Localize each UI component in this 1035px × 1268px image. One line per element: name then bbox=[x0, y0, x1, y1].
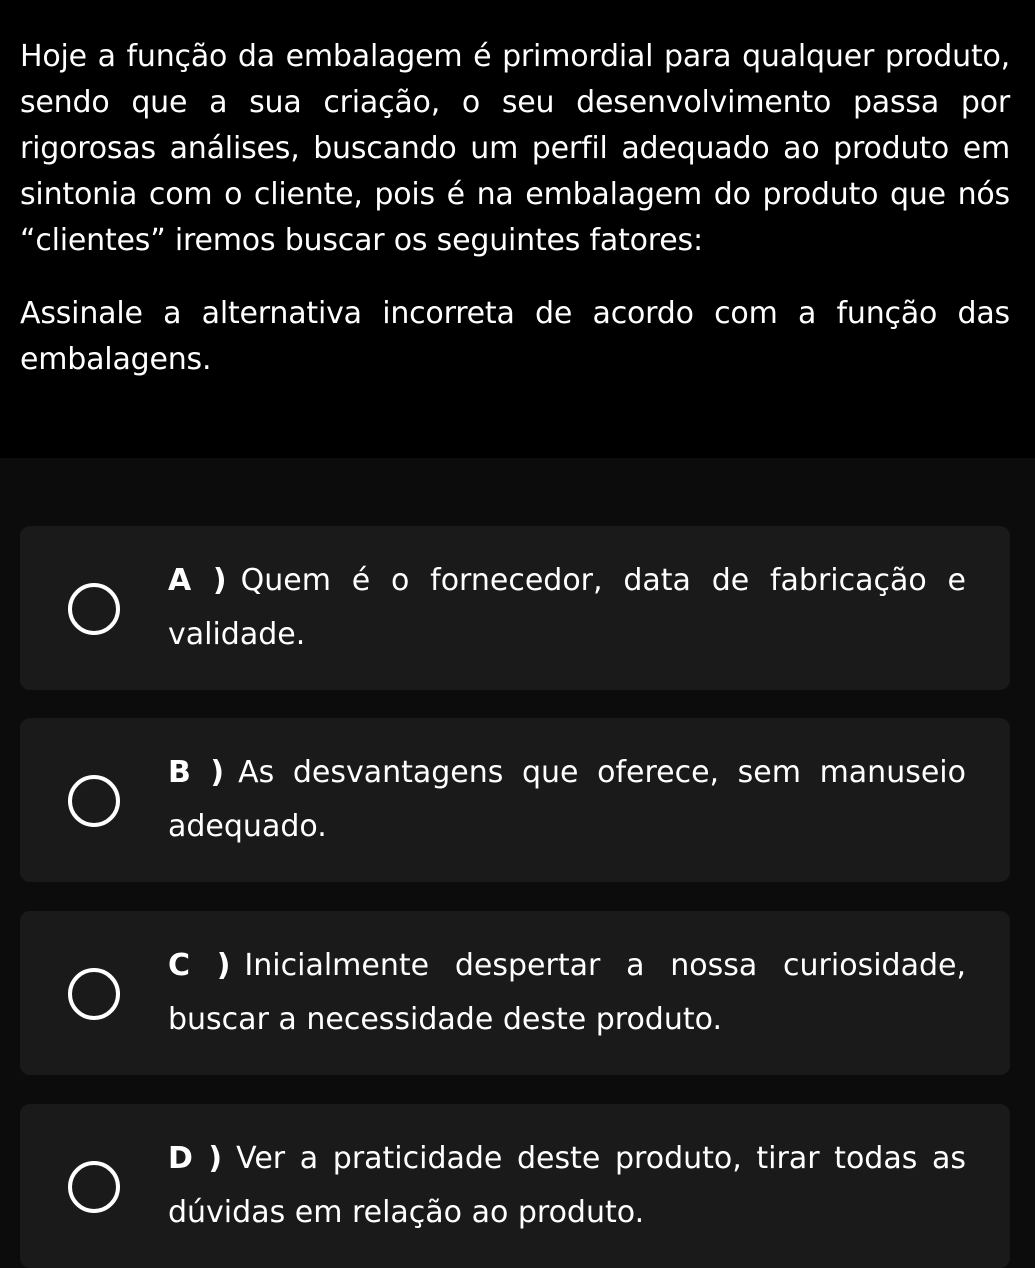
option-b-content bbox=[168, 746, 966, 854]
radio-circle-icon[interactable] bbox=[68, 968, 120, 1020]
option-a[interactable] bbox=[20, 526, 1010, 690]
question-instruction: Assinale a alternativa incorreta de acordo com a função das embalagens. bbox=[20, 296, 1010, 377]
option-text: As desvantagens que oferece, sem manuseio adequado. bbox=[168, 755, 966, 844]
option-letter: C ) bbox=[168, 948, 231, 983]
option-text: Inicialmente despertar a nossa curiosidade, buscar a necessidade deste produto. bbox=[168, 948, 966, 1037]
question-prompt: Hoje a função da embalagem é primordial para qualquer produto, sendo que a sua criação, o seu desenvolvimento passa por rigorosas análises, buscando um perfil adequado ao produto em sintonia com o cliente, pois é na embalagem do produto que nós “clientes” iremos buscar os seguintes fatores: bbox=[20, 39, 1010, 258]
question-block bbox=[20, 0, 1010, 458]
option-letter: A ) bbox=[168, 563, 227, 598]
radio-circle-icon[interactable] bbox=[68, 1161, 120, 1213]
option-a-content bbox=[168, 554, 966, 662]
option-c-content bbox=[168, 939, 966, 1047]
option-text: Quem é o fornecedor, data de fabricação e validade. bbox=[168, 563, 966, 652]
option-letter: D ) bbox=[168, 1141, 223, 1176]
radio-circle-icon[interactable] bbox=[68, 583, 120, 635]
option-letter: B ) bbox=[168, 755, 225, 790]
radio-circle-icon[interactable] bbox=[68, 775, 120, 827]
options-panel bbox=[0, 458, 1035, 1268]
option-d[interactable] bbox=[20, 1104, 1010, 1268]
option-text: Ver a praticidade deste produto, tirar todas as dúvidas em relação ao produto. bbox=[168, 1141, 966, 1230]
option-c[interactable] bbox=[20, 911, 1010, 1075]
option-d-content bbox=[168, 1132, 966, 1240]
option-b[interactable] bbox=[20, 718, 1010, 882]
